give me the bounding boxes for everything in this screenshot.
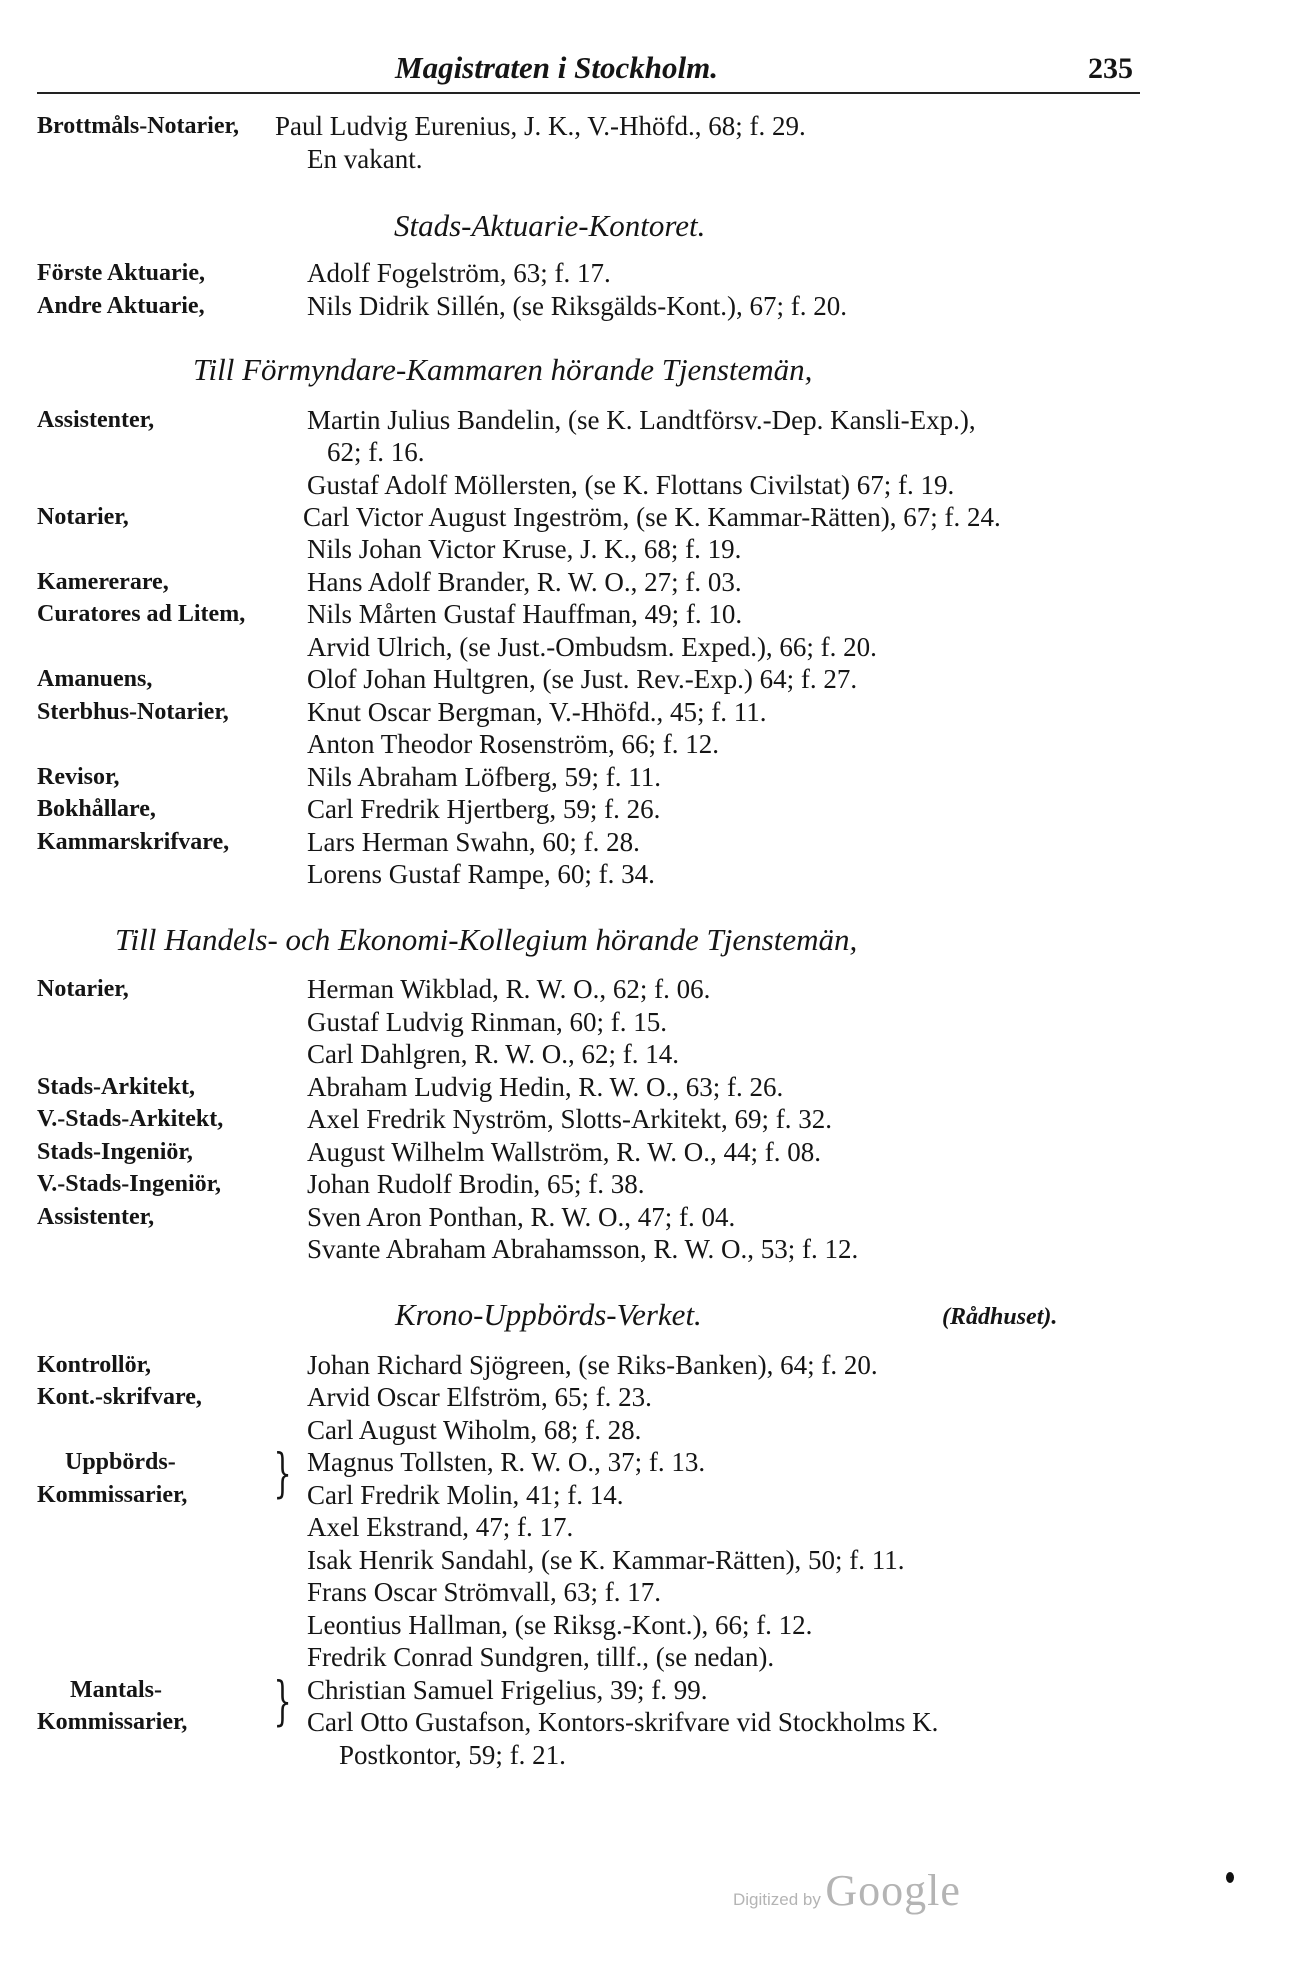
entry-line: Axel Ekstrand, 47; f. 17.: [307, 1512, 574, 1542]
entry-line: Nils Mårten Gustaf Hauffman, 49; f. 10.: [307, 599, 743, 629]
role-label: Kont.-skrifvare,: [37, 1384, 202, 1410]
entry-line: Olof Johan Hultgren, (se Just. Rev.-Exp.) 64; f. 27.: [307, 664, 858, 694]
digitized-watermark: [733, 1865, 961, 1916]
entry-line: Postkontor, 59; f. 21.: [339, 1740, 566, 1770]
entry-line: Frans Oscar Strömvall, 63; f. 17.: [307, 1577, 661, 1607]
location-note: (Rådhuset).: [942, 1304, 1058, 1330]
entry-line: Carl Victor August Ingeström, (se K. Kammar-Rätten), 67; f. 24.: [303, 502, 1001, 532]
section-heading: Stads-Aktuarie-Kontoret.: [394, 208, 706, 243]
role-label: Sterbhus-Notarier,: [37, 699, 229, 725]
entry-line: 62; f. 16.: [327, 437, 425, 467]
role-label: Bokhållare,: [37, 796, 156, 822]
entry-line: Lorens Gustaf Rampe, 60; f. 34.: [307, 859, 655, 889]
page-number: 235: [1088, 52, 1133, 85]
header-divider: [37, 92, 1140, 94]
entry-line: August Wilhelm Wallström, R. W. O., 44; f. 08.: [307, 1137, 822, 1167]
entry-line: En vakant.: [307, 144, 423, 174]
entry-line: Arvid Oscar Elfström, 65; f. 23.: [307, 1382, 652, 1412]
section-heading: Till Handels- och Ekonomi-Kollegium hörande Tjenstemän,: [115, 922, 858, 957]
role-label: Amanuens,: [37, 666, 153, 692]
role-label: Assistenter,: [37, 407, 155, 433]
entry-line: Martin Julius Bandelin, (se K. Landtförsv.-Dep. Kansli-Exp.),: [307, 405, 976, 435]
entry-line: Johan Richard Sjögreen, (se Riks-Banken), 64; f. 20.: [307, 1350, 878, 1380]
role-label: Notarier,: [37, 504, 129, 530]
entry-line: Johan Rudolf Brodin, 65; f. 38.: [307, 1169, 645, 1199]
entry-line: Nils Abraham Löfberg, 59; f. 11.: [307, 762, 661, 792]
entry-line: Gustaf Ludvig Rinman, 60; f. 15.: [307, 1007, 667, 1037]
role-label: Stads-Arkitekt,: [37, 1074, 196, 1100]
entry-line: Nils Didrik Sillén, (se Riksgälds-Kont.), 67; f. 20.: [307, 291, 847, 321]
running-header-title: Magistraten i Stockholm.: [395, 50, 718, 85]
role-label: Revisor,: [37, 764, 120, 790]
role-label: Brottmåls-Notarier,: [37, 113, 239, 139]
role-label: Kommissarier,: [37, 1709, 188, 1735]
entry-line: Nils Johan Victor Kruse, J. K., 68; f. 19.: [307, 534, 742, 564]
entry-line: Carl Fredrik Molin, 41; f. 14.: [307, 1480, 624, 1510]
entry-line: Paul Ludvig Eurenius, J. K., V.-Hhöfd., 68; f. 29.: [275, 111, 806, 141]
entry-line: Leontius Hallman, (se Riksg.-Kont.), 66; f. 12.: [307, 1610, 813, 1640]
role-label: V.-Stads-Ingeniör,: [37, 1171, 222, 1197]
entry-line: Lars Herman Swahn, 60; f. 28.: [307, 827, 640, 857]
role-label: Kommissarier,: [37, 1482, 188, 1508]
entry-line: Adolf Fogelström, 63; f. 17.: [307, 258, 611, 288]
role-label: Uppbörds-: [65, 1449, 176, 1475]
brace-glyph: }: [273, 1444, 292, 1504]
entry-line: Carl Dahlgren, R. W. O., 62; f. 14.: [307, 1039, 679, 1069]
ink-speck: [1226, 1872, 1234, 1883]
entry-line: Gustaf Adolf Möllersten, (se K. Flottans Civilstat) 67; f. 19.: [307, 470, 955, 500]
section-heading: Till Förmyndare-Kammaren hörande Tjenstemän,: [193, 352, 813, 387]
role-label: Kontrollör,: [37, 1352, 152, 1378]
role-label: Stads-Ingeniör,: [37, 1139, 193, 1165]
role-label: Förste Aktuarie,: [37, 260, 205, 286]
entry-line: Herman Wikblad, R. W. O., 62; f. 06.: [307, 974, 711, 1004]
entry-line: Hans Adolf Brander, R. W. O., 27; f. 03.: [307, 567, 742, 597]
entry-line: Carl Fredrik Hjertberg, 59; f. 26.: [307, 794, 661, 824]
role-label: Notarier,: [37, 976, 129, 1002]
entry-line: Abraham Ludvig Hedin, R. W. O., 63; f. 26.: [307, 1072, 784, 1102]
entry-line: Arvid Ulrich, (se Just.-Ombudsm. Exped.), 66; f. 20.: [307, 632, 877, 662]
role-label: Kammarskrifvare,: [37, 829, 230, 855]
entry-line: Isak Henrik Sandahl, (se K. Kammar-Rätten), 50; f. 11.: [307, 1545, 905, 1575]
brace-glyph: }: [273, 1672, 292, 1732]
section-heading: Krono-Uppbörds-Verket.: [395, 1297, 702, 1332]
role-label: Andre Aktuarie,: [37, 293, 205, 319]
entry-line: Carl August Wiholm, 68; f. 28.: [307, 1415, 642, 1445]
watermark-prefix: Digitized by: [733, 1890, 821, 1909]
entry-line: Carl Otto Gustafson, Kontors-skrifvare vid Stockholms K.: [307, 1707, 939, 1737]
entry-line: Fredrik Conrad Sundgren, tillf., (se nedan).: [307, 1642, 775, 1672]
entry-line: Axel Fredrik Nyström, Slotts-Arkitekt, 69; f. 32.: [307, 1104, 832, 1134]
role-label: V.-Stads-Arkitekt,: [37, 1106, 224, 1132]
entry-line: Anton Theodor Rosenström, 66; f. 12.: [307, 729, 719, 759]
entry-line: Christian Samuel Frigelius, 39; f. 99.: [307, 1675, 708, 1705]
role-label: Curatores ad Litem,: [37, 601, 246, 627]
entry-line: Svante Abraham Abrahamsson, R. W. O., 53; f. 12.: [307, 1234, 859, 1264]
entry-line: Magnus Tollsten, R. W. O., 37; f. 13.: [307, 1447, 706, 1477]
role-label: Assistenter,: [37, 1204, 155, 1230]
entry-line: Sven Aron Ponthan, R. W. O., 47; f. 04.: [307, 1202, 736, 1232]
entry-line: Knut Oscar Bergman, V.-Hhöfd., 45; f. 11.: [307, 697, 767, 727]
role-label: Kamererare,: [37, 569, 169, 595]
role-label: Mantals-: [70, 1677, 162, 1703]
watermark-brand: Google: [825, 1866, 961, 1915]
